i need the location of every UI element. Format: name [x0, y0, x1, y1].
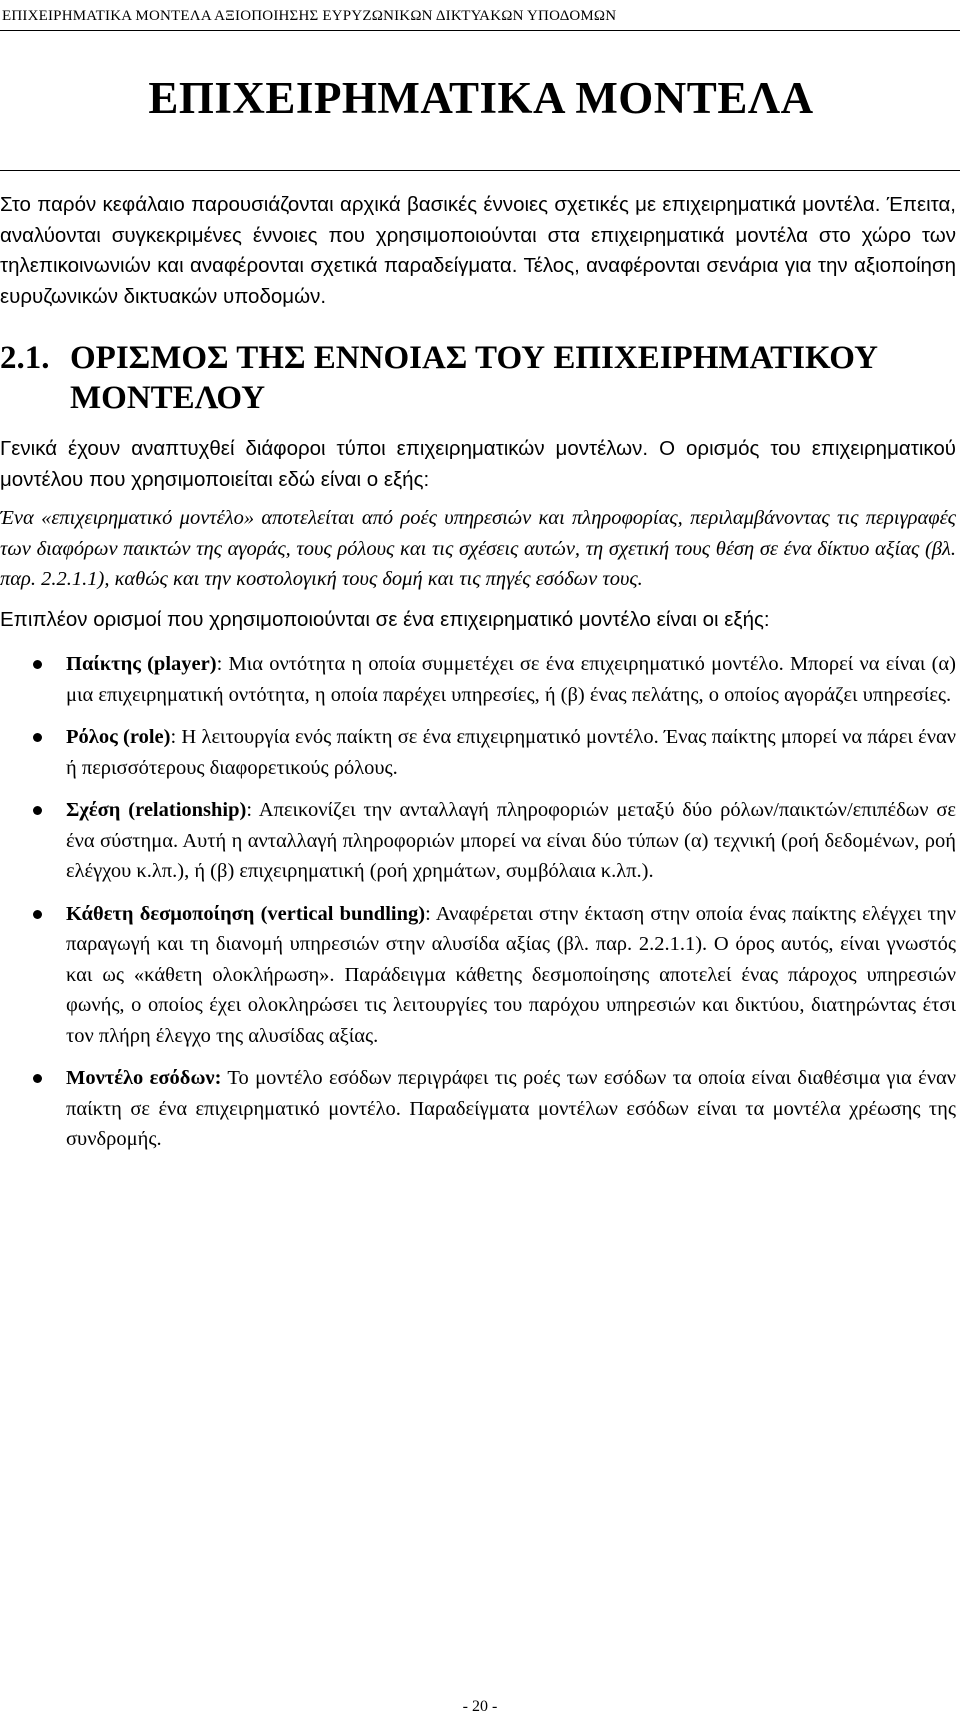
term-description: Απεικονίζει την ανταλλαγή πληροφοριών μεταξύ δύο ρόλων/παικτών/επιπέδων σε ένα σύστημα. Αυτή η ανταλλαγή πληροφοριών μπορεί να είναι δύο τύπων (α) τεχνική (ροή δεδομένων, ροή ελέγχου κ.λπ.), ή (β) επιχειρηματική (ροή χρημάτων, συμβόλαια κ.λπ.).: [66, 799, 957, 882]
section-number: 2.1.: [0, 340, 50, 376]
page-number: - 20 -: [462, 1698, 498, 1715]
header-rule: [0, 30, 960, 31]
section-heading: [0, 338, 956, 418]
term-description: Το μοντέλο εσόδων περιγράφει τις ροές των εσόδων τα οποία είναι διαθέσιμα για έναν παίκτη σε ένα επιχειρηματικό μοντέλο. Παραδείγματα μοντέλων εσόδων είναι τα μοντέλα χρέωσης της συνδρομής.: [66, 1067, 956, 1150]
term-label: Μοντέλο εσόδων:: [66, 1067, 222, 1089]
term-separator: :: [246, 799, 253, 821]
list-item: [0, 649, 956, 710]
lead-paragraph: Επιπλέον ορισμοί που χρησιμοποιούνται σε ένα επιχειρηματικό μοντέλο είναι οι εξής:: [0, 607, 770, 631]
term-label: Ρόλος (role): [66, 726, 171, 748]
bullet-icon: [33, 806, 42, 815]
list-item: [0, 722, 956, 783]
terms-list: [0, 649, 956, 1155]
term-description: Η λειτουργία ενός παίκτη σε ένα επιχειρηματικό μοντέλο. Ένας παίκτης μπορεί να πάρει έναν ή περισσότερους διαφορετικούς ρόλους.: [66, 726, 956, 779]
term-description: Μια οντότητα η οποία συμμετέχει σε ένα επιχειρηματικό μοντέλο. Μπορεί να είναι (α) μια επιχειρηματική οντότητα, η οποία παρέχει υπηρεσίες, ή (β) ένας πελάτης, ο οποίος αγοράζει υπηρεσίες.: [66, 653, 956, 706]
bullet-icon: [33, 660, 42, 669]
bullet-icon: [33, 733, 42, 742]
term-label: Παίκτης (player): [66, 653, 217, 675]
term-separator: :: [425, 902, 431, 925]
term-label: Κάθετη δεσμοποίηση (vertical bundling): [66, 902, 426, 925]
term-separator: :: [216, 653, 223, 675]
list-item: [0, 1063, 956, 1155]
definition-paragraph: Ένα «επιχειρηματικό μοντέλο» αποτελείται από ροές υπηρεσιών και πληροφορίας, περιλαμβάνοντας τις περιγραφές των διαφόρων παικτών της αγοράς, τους ρόλους και τις σχέσεις αυτών, τη σχετική τους θέση σε ένα δίκτυο αξίας (βλ. παρ. 2.2.1.1), καθώς και την κοστολογική τους δομή και τις πηγές εσόδων τους.: [0, 507, 956, 590]
term-label: Σχέση (relationship): [66, 799, 247, 821]
chapter-rule: [0, 170, 960, 171]
running-header: ΕΠΙΧΕΙΡΗΜΑΤΙΚΑ ΜΟΝΤΕΛΑ ΑΞΙΟΠΟΙΗΣΗΣ ΕΥΡΥΖΩΝΙΚΩΝ ΔΙΚΤΥΑΚΩΝ ΥΠΟΔΟΜΩΝ: [2, 8, 617, 24]
term-description: Αναφέρεται στην έκταση στην οποία ένας παίκτης ελέγχει την παραγωγή και τη διανομή υπηρεσιών στην αλυσίδα αξίας (βλ. παρ. 2.2.1.1). Ο όρος αυτός, είναι γνωστός και ως «κάθετη ολοκλήρωση». Παράδειγμα κάθετης δεσμοποίησης αποτελεί ένας πάροχος υπηρεσιών φωνής, ο οποίος έχει ολοκληρώσει τις λειτουργίες του παρόχου υπηρεσιών και δικτύου, διατηρώντας έτσι τον πλήρη έλεγχο της αλυσίδας αξίας.: [66, 902, 956, 1047]
bullet-icon: [33, 1074, 42, 1083]
general-paragraph: Γενικά έχουν αναπτυχθεί διάφοροι τύποι επιχειρηματικών μοντέλων. Ο ορισμός του επιχειρηματικού μοντέλου που χρησιμοποιείται εδώ είναι ο εξής:: [0, 437, 956, 491]
chapter-title: ΕΠΙΧΕΙΡΗΜΑΤΙΚΑ ΜΟΝΤΕΛΑ: [148, 73, 814, 123]
section-title: ΟΡΙΣΜΟΣ ΤΗΣ ΕΝΝΟΙΑΣ ΤΟΥ ΕΠΙΧΕΙΡΗΜΑΤΙΚΟΥ ΜΟΝΤΕΛΟΥ: [70, 340, 878, 416]
intro-paragraph: Στο παρόν κεφάλαιο παρουσιάζονται αρχικά βασικές έννοιες σχετικές με επιχειρηματικά μοντέλα. Έπειτα, αναλύονται συγκεκριμένες έννοιες που χρησιμοποιούνται στα επιχειρηματικά μοντέλα στο χώρο των τηλεπικοινωνιών και αναφέρονται σχετικά παραδείγματα. Τέλος, αναφέρονται σενάρια για την αξιοποίηση ευρυζωνικών δικτυακών υποδομών.: [0, 193, 956, 308]
list-item: [0, 899, 956, 1052]
term-separator: :: [170, 726, 177, 748]
page-body: [0, 190, 956, 1167]
list-item: [0, 795, 956, 887]
bullet-icon: [33, 910, 42, 919]
